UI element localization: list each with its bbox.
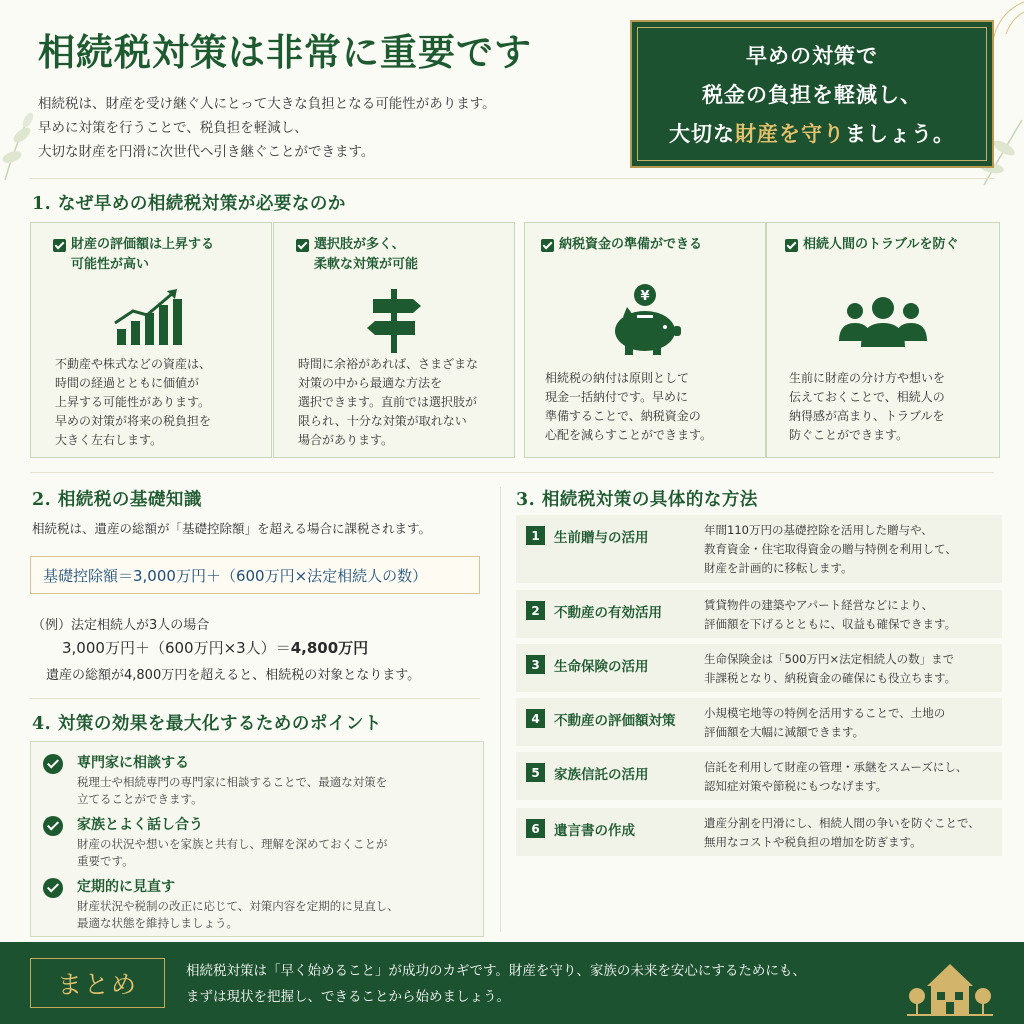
reason-card-3: 納税資金の準備ができる ¥ 相続税の納付は原則として 現金一括納付です。早めに 準備することで、納税資金の 心配を減らすことができます。: [524, 222, 766, 458]
reason-card-4: 相続人間のトラブルを防ぐ 生前に財産の分け方や想いを 伝えておくことで、相続人の 納得感が高まり、トラブルを 防ぐことができます。: [766, 222, 1000, 458]
section4-title: 4. 対策の効果を最大化するためのポイント: [32, 714, 382, 734]
example-result: 4,800万円: [290, 639, 369, 657]
intro-text: 相続税は、財産を受け継ぐ人にとって大きな負担となる可能性があります。 早めに対策を行うことで、税負担を軽減し、 大切な財産を円滑に次世代へ引き継ぐことができます。: [38, 96, 496, 160]
leaf-decoration-icon: [0, 95, 40, 185]
check-icon: [53, 239, 66, 252]
check-icon: [296, 239, 309, 252]
points-box: 専門家に相談する 税理士や相続専門の専門家に相談することで、最適な対策を 立てることができます。 家族とよく話し合う 財産の状況や想いを家族と共有し、理解を深めておくことが 重要です。 定期的に見直す 財産状況や税制の改正に応じて、対策内容を定期的に見直し、 最適な状態を維持しましょう。: [30, 741, 484, 937]
summary-footer: [0, 942, 1024, 1024]
reason-card-1: 財産の評価額は上昇する 可能性が高い 不動産や株式などの資産は、 時間の経過とともに価値が 上昇する可能性があります。 早めの対策が将来の税負担を 大きく左右します。: [30, 222, 272, 458]
page-title: 相続税対策は非常に重要です: [38, 30, 532, 74]
svg-text:¥: ¥: [640, 289, 650, 304]
section2-title: 2. 相続税の基礎知識: [32, 490, 202, 510]
section2-description: 相続税は、遺産の総額が「基礎控除額」を超える場合に課税されます。: [32, 521, 432, 536]
summary-label: まとめ: [30, 958, 165, 1008]
section1-title: 1. なぜ早めの相続税対策が必要なのか: [32, 194, 346, 214]
people-group-icon: [835, 295, 931, 349]
rising-chart-icon: [111, 285, 191, 349]
method-item-2: 2 不動産の有効活用 賃貸物件の建築やアパート経営などにより、 評価額を下げるとともに、収益も確保できます。: [516, 590, 1002, 638]
divider: [30, 472, 994, 473]
check-icon: [785, 239, 798, 252]
method-item-3: 3 生命保険の活用 生命保険金は「500万円×法定相続人の数」まで 非課税となり、納税資金の確保にも役立ちます。: [516, 644, 1002, 692]
divider: [30, 178, 994, 179]
check-circle-icon: [43, 816, 63, 836]
summary-text: 相続税対策は「早く始めること」が成功のカギです。財産を守り、家族の未来を安心にするためにも、 まずは現状を把握し、できることから始めましょう。: [186, 963, 806, 1005]
section3-title: 3. 相続税対策の具体的な方法: [516, 490, 758, 510]
method-item-4: 4 不動産の評価額対策 小規模宅地等の特例を活用することで、土地の 評価額を大幅に減額できます。: [516, 698, 1002, 746]
reason-card-2: 選択肢が多く、 柔軟な対策が可能 時間に余裕があれば、さまざまな 対策の中から最適な方法を 選択できます。直前では選択肢が 限られ、十分な対策が取れない 場合があります。: [273, 222, 515, 458]
check-icon: [541, 239, 554, 252]
method-item-6: 6 遺言書の作成 遺産分割を円滑にし、相続人間の争いを防ぐことで、 無用なコストや税負担の増加を防ぎます。: [516, 808, 1002, 856]
header: [0, 0, 1024, 180]
example-calculation: 3,000万円＋（600万円×3人）＝4,800万円: [62, 639, 369, 657]
hero-message-box: 早めの対策で 税金の負担を軽減し、 大切な財産を守りましょう。: [630, 20, 994, 168]
reason-cards: [30, 222, 1000, 458]
formula-box: 基礎控除額＝3,000万円＋（600万円×法定相続人の数）: [30, 556, 480, 594]
method-item-5: 5 家族信託の活用 信託を利用して財産の管理・承継をスムーズにし、 認知症対策や節税にもつなげます。: [516, 752, 1002, 800]
check-circle-icon: [43, 754, 63, 774]
divider: [30, 698, 480, 699]
piggy-bank-icon: [603, 281, 687, 357]
example-heading: （例）法定相続人が3人の場合: [32, 618, 210, 633]
house-icon: [905, 958, 995, 1018]
example-note: 遺産の総額が4,800万円を超えると、相続税の対象となります。: [46, 668, 421, 683]
check-circle-icon: [43, 878, 63, 898]
signpost-icon: [359, 285, 429, 355]
method-item-1: 1 生前贈与の活用 年間110万円の基礎控除を活用した贈与や、 教育資金・住宅取得資金の贈与特例を利用して、 財産を計画的に移転します。: [516, 515, 1002, 583]
vertical-divider: [500, 487, 501, 932]
